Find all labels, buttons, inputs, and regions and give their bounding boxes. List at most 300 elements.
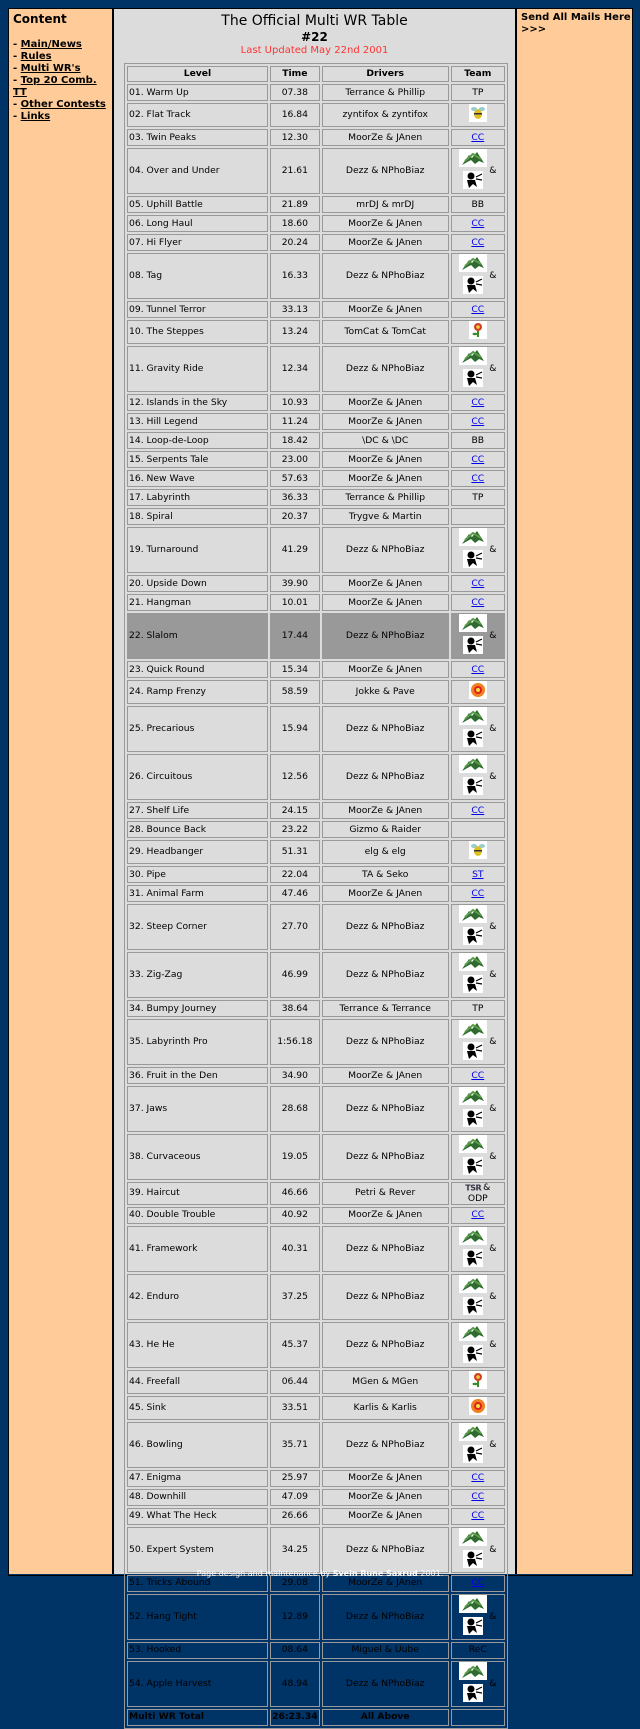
table-row	[127, 253, 505, 299]
level-cell: 03. Twin Peaks	[127, 129, 268, 146]
team-link[interactable]: CC	[471, 663, 485, 675]
level-cell: 49. What The Heck	[127, 1508, 268, 1525]
drivers-cell: MoorZe & JAnen	[322, 661, 449, 678]
drivers-cell: MoorZe & JAnen	[322, 594, 449, 611]
team-ampersand: &	[489, 165, 497, 176]
team-ampersand: &	[489, 1151, 497, 1162]
team-ampersand: &	[489, 723, 497, 734]
team-cell: TP	[451, 84, 505, 101]
drivers-cell: Dezz & NPhoBiaz	[322, 613, 449, 659]
drivers-cell: MoorZe & JAnen	[322, 215, 449, 232]
table-number: #22	[301, 30, 328, 44]
sidebar-link[interactable]: Top 20 Comb. TT	[13, 75, 97, 98]
time-cell: 23.22	[270, 821, 320, 838]
team-link[interactable]: CC	[471, 415, 485, 427]
table-row	[127, 148, 505, 194]
time-cell: 46.66	[270, 1182, 320, 1205]
sidebar-link[interactable]: Rules	[20, 51, 52, 62]
team-ampersand: &	[489, 1438, 497, 1450]
time-cell: 48.94	[270, 1661, 320, 1707]
time-cell: 12.30	[270, 129, 320, 146]
sidebar-item-main-news[interactable]: - Main/News	[13, 39, 82, 50]
drivers-cell: Jokke & Pave	[322, 680, 449, 704]
table-row	[127, 84, 505, 101]
drivers-cell: MoorZe & JAnen	[322, 129, 449, 146]
ninja-team-icon	[463, 1042, 483, 1064]
level-cell: 09. Tunnel Terror	[127, 301, 268, 318]
drivers-cell: Terrance & Terrance	[322, 1000, 449, 1017]
tsr-logo: TSR	[465, 1183, 482, 1193]
table-row	[127, 661, 505, 678]
team-cell	[451, 594, 505, 611]
drivers-cell: Terrance & Phillip	[322, 489, 449, 506]
drivers-cell: Terrance & Phillip	[322, 84, 449, 101]
table-row	[127, 196, 505, 213]
team-link[interactable]: CC	[471, 131, 485, 143]
leaf-team-icon	[459, 347, 487, 369]
team-ampersand: &	[489, 771, 497, 782]
time-cell: 58.59	[270, 680, 320, 704]
team-cell	[451, 661, 505, 678]
team-logos	[459, 1087, 487, 1131]
total-time: 26:23.34	[270, 1709, 320, 1726]
team-cell	[451, 527, 505, 573]
level-cell: 02. Flat Track	[127, 103, 268, 127]
table-row	[127, 320, 505, 344]
drivers-cell: Dezz & NPhoBiaz	[322, 706, 449, 752]
sidebar-link[interactable]: Multi WR's	[20, 63, 81, 74]
team-cell	[451, 320, 505, 344]
time-cell: 34.90	[270, 1067, 320, 1084]
team-link[interactable]: ST	[472, 868, 484, 880]
team-ampersand: &	[489, 544, 497, 555]
time-cell: 35.71	[270, 1422, 320, 1468]
sidebar-link[interactable]: Main/News	[20, 39, 82, 50]
right-sidebar	[517, 9, 632, 1574]
time-cell: 20.24	[270, 234, 320, 251]
sidebar-item-links[interactable]: - Links	[13, 111, 51, 122]
team-cell	[451, 1508, 505, 1525]
header-time: Time	[270, 66, 320, 82]
table-row	[127, 1067, 505, 1084]
team-cell	[451, 821, 505, 838]
ninja-team-icon	[463, 550, 483, 572]
team-logos	[459, 528, 487, 572]
team-cell: BB	[451, 196, 505, 213]
team-logos	[459, 1323, 487, 1367]
total-team	[451, 1709, 505, 1726]
team-cell	[451, 1134, 505, 1180]
level-cell: 08. Tag	[127, 253, 268, 299]
time-cell: 17.44	[270, 613, 320, 659]
team-cell	[451, 129, 505, 146]
ninja-team-icon	[463, 1249, 483, 1271]
drivers-cell: Dezz & NPhoBiaz	[322, 253, 449, 299]
table-row	[127, 952, 505, 998]
ninja-team-icon	[463, 1157, 483, 1179]
team-logos	[459, 905, 487, 949]
leaf-team-icon	[459, 1662, 487, 1684]
team-cell: TP	[451, 1000, 505, 1017]
table-row	[127, 575, 505, 592]
team-link[interactable]: CC	[471, 804, 485, 816]
drivers-cell: Dezz & NPhoBiaz	[322, 1086, 449, 1132]
drivers-cell: Trygve & Martin	[322, 508, 449, 525]
level-cell: 33. Zig-Zag	[127, 952, 268, 998]
team-cell	[451, 802, 505, 819]
level-cell: 47. Enigma	[127, 1470, 268, 1487]
team-ampersand: &	[489, 969, 497, 980]
table-row	[127, 1489, 505, 1506]
time-cell: 12.56	[270, 754, 320, 800]
team-logos	[459, 953, 487, 997]
drivers-cell: Dezz & NPhoBiaz	[322, 1422, 449, 1468]
leaf-team-icon	[459, 1323, 487, 1345]
leaf-team-icon	[459, 1135, 487, 1157]
team-cell: BB	[451, 432, 505, 449]
team-cell	[451, 1594, 505, 1640]
level-cell: 05. Uphill Battle	[127, 196, 268, 213]
time-cell: 16.33	[270, 253, 320, 299]
leaf-team-icon	[459, 149, 487, 171]
drivers-cell: MoorZe & JAnen	[322, 451, 449, 468]
team-cell	[451, 1226, 505, 1272]
level-cell: 45. Sink	[127, 1396, 268, 1420]
table-row	[127, 1470, 505, 1487]
level-cell: 01. Warm Up	[127, 84, 268, 101]
sidebar-link[interactable]: Other Contests	[20, 99, 106, 110]
time-cell: 27.70	[270, 904, 320, 950]
team-logos	[459, 1423, 487, 1467]
team-cell	[451, 1489, 505, 1506]
team-logos	[459, 707, 487, 751]
team-ampersand: &	[489, 1290, 497, 1302]
time-cell: 21.61	[270, 148, 320, 194]
time-cell: 40.92	[270, 1207, 320, 1224]
table-row	[127, 413, 505, 430]
team-cell	[451, 904, 505, 950]
team-link[interactable]: CC	[471, 1069, 485, 1081]
level-cell: 34. Bumpy Journey	[127, 1000, 268, 1017]
team-link[interactable]: CC	[471, 887, 485, 899]
time-cell: 08.64	[270, 1642, 320, 1659]
table-row	[127, 1000, 505, 1017]
ninja-team-icon	[463, 1345, 483, 1367]
team-link[interactable]: CC	[471, 236, 485, 248]
send-mails-label: Send All Mails Here	[521, 12, 631, 23]
total-label: Multi WR Total	[127, 1709, 268, 1726]
table-row	[127, 706, 505, 752]
time-cell: 16.84	[270, 103, 320, 127]
table-row	[127, 1207, 505, 1224]
ninja-team-icon	[463, 369, 483, 391]
drivers-cell: Dezz & NPhoBiaz	[322, 1322, 449, 1368]
drivers-cell: Dezz & NPhoBiaz	[322, 1019, 449, 1065]
level-cell: 19. Turnaround	[127, 527, 268, 573]
team-logos	[459, 254, 487, 298]
level-cell: 38. Curvaceous	[127, 1134, 268, 1180]
table-row	[127, 754, 505, 800]
team-link[interactable]: CC	[471, 303, 485, 315]
team-cell	[451, 885, 505, 902]
team-cell	[451, 234, 505, 251]
time-cell: 15.34	[270, 661, 320, 678]
level-cell: 53. Hooked	[127, 1642, 268, 1659]
sidebar-item-multi-wrs[interactable]: - Multi WR's	[13, 63, 81, 74]
level-cell: 24. Ramp Frenzy	[127, 680, 268, 704]
team-cell	[451, 346, 505, 392]
team-link[interactable]: CC	[471, 1491, 485, 1502]
drivers-cell: zyntifox & zyntifox	[322, 103, 449, 127]
drivers-cell: Dezz & NPhoBiaz	[322, 346, 449, 392]
table-row	[127, 215, 505, 232]
time-cell: 40.31	[270, 1226, 320, 1272]
footer-suffix: 2001.	[420, 1569, 444, 1578]
leaf-team-icon	[459, 1227, 487, 1249]
level-cell: 48. Downhill	[127, 1489, 268, 1506]
sidebar-item-rules[interactable]: - Rules	[13, 51, 52, 62]
time-cell: 36.33	[270, 489, 320, 506]
level-cell: 44. Freefall	[127, 1370, 268, 1394]
time-cell: 39.90	[270, 575, 320, 592]
team-ampersand: &	[489, 630, 497, 641]
flower-team-icon	[469, 321, 487, 343]
level-cell: 40. Double Trouble	[127, 1207, 268, 1224]
level-cell: 37. Jaws	[127, 1086, 268, 1132]
drivers-cell: \DC & \DC	[322, 432, 449, 449]
drivers-cell: MGen & MGen	[322, 1370, 449, 1394]
time-cell: 12.34	[270, 346, 320, 392]
level-cell: 16. New Wave	[127, 470, 268, 487]
drivers-cell: MoorZe & JAnen	[322, 301, 449, 318]
level-cell: 22. Slalom	[127, 613, 268, 659]
table-row	[127, 594, 505, 611]
leaf-team-icon	[459, 1528, 487, 1550]
sun-team-icon	[469, 1397, 487, 1419]
table-row	[127, 821, 505, 838]
drivers-cell: MoorZe & JAnen	[322, 1067, 449, 1084]
table-row	[127, 1182, 505, 1205]
team-ampersand: &	[489, 1677, 497, 1689]
team-ampersand: &	[489, 1543, 497, 1555]
drivers-cell: MoorZe & JAnen	[322, 1575, 449, 1592]
table-row	[127, 129, 505, 146]
time-cell: 57.63	[270, 470, 320, 487]
drivers-cell: TA & Seko	[322, 866, 449, 883]
sidebar-title: Content	[13, 12, 67, 26]
time-cell: 20.37	[270, 508, 320, 525]
table-row	[127, 840, 505, 864]
team-cell	[451, 1322, 505, 1368]
sun-team-icon	[469, 681, 487, 703]
team-cell	[451, 215, 505, 232]
level-cell: 28. Bounce Back	[127, 821, 268, 838]
drivers-cell: Dezz & NPhoBiaz	[322, 1527, 449, 1573]
level-cell: 27. Shelf Life	[127, 802, 268, 819]
time-cell: 15.94	[270, 706, 320, 752]
table-row	[127, 904, 505, 950]
drivers-cell: MoorZe & JAnen	[322, 1470, 449, 1487]
team-link[interactable]: CC	[471, 396, 485, 408]
drivers-cell: Dezz & NPhoBiaz	[322, 1661, 449, 1707]
footer-prefix: Page design and maintenance by	[196, 1569, 331, 1578]
team-cell	[451, 680, 505, 704]
time-cell: 18.60	[270, 215, 320, 232]
team-cell	[451, 706, 505, 752]
table-row	[127, 680, 505, 704]
drivers-cell: Dezz & NPhoBiaz	[322, 1594, 449, 1640]
table-row	[127, 1322, 505, 1368]
leaf-team-icon	[459, 614, 487, 636]
leaf-team-icon	[459, 1595, 487, 1617]
table-row	[127, 1508, 505, 1525]
time-cell: 06.44	[270, 1370, 320, 1394]
level-cell: 18. Spiral	[127, 508, 268, 525]
time-cell: 34.25	[270, 1527, 320, 1573]
drivers-cell: Dezz & NPhoBiaz	[322, 952, 449, 998]
level-cell: 25. Precarious	[127, 706, 268, 752]
team-ampersand: &	[489, 1610, 497, 1622]
team-cell	[451, 394, 505, 411]
time-cell: 07.38	[270, 84, 320, 101]
time-cell: 22.04	[270, 866, 320, 883]
level-cell: 07. Hi Flyer	[127, 234, 268, 251]
level-cell: 23. Quick Round	[127, 661, 268, 678]
table-row	[127, 1594, 505, 1640]
footer	[0, 1564, 640, 1586]
drivers-cell: MoorZe & JAnen	[322, 1207, 449, 1224]
team-cell: ReC	[451, 1642, 505, 1659]
table-row	[127, 451, 505, 468]
team-ampersand: &	[489, 270, 497, 281]
ninja-team-icon	[463, 1617, 483, 1639]
time-cell: 13.24	[270, 320, 320, 344]
level-cell: 39. Haircut	[127, 1182, 268, 1205]
drivers-cell: Dezz & NPhoBiaz	[322, 1226, 449, 1272]
table-row	[127, 527, 505, 573]
drivers-cell: Dezz & NPhoBiaz	[322, 1274, 449, 1320]
team-link[interactable]: CC	[471, 1510, 485, 1521]
team-link[interactable]: CC	[471, 472, 485, 484]
table-row	[127, 489, 505, 506]
team-link[interactable]: CC	[471, 1472, 485, 1483]
bee-team-icon	[469, 104, 487, 126]
level-cell: 41. Framework	[127, 1226, 268, 1272]
drivers-cell: Dezz & NPhoBiaz	[322, 904, 449, 950]
table-row	[127, 103, 505, 127]
time-cell: 10.93	[270, 394, 320, 411]
sidebar-item-other-contests[interactable]: - Other Contests	[13, 99, 106, 110]
team-cell: TP	[451, 489, 505, 506]
leaf-team-icon	[459, 905, 487, 927]
team-cell	[451, 1067, 505, 1084]
time-cell: 33.51	[270, 1396, 320, 1420]
team-link[interactable]: CC	[471, 217, 485, 229]
sidebar-item-top20[interactable]: - Top 20 Comb. TT	[13, 75, 97, 98]
level-cell: 42. Enduro	[127, 1274, 268, 1320]
table-row	[127, 1134, 505, 1180]
time-cell: 46.99	[270, 952, 320, 998]
level-cell: 31. Animal Farm	[127, 885, 268, 902]
team-logos	[459, 1275, 487, 1319]
level-cell: 14. Loop-de-Loop	[127, 432, 268, 449]
team-odp: ODP	[467, 1192, 488, 1204]
team-ampersand: &	[489, 363, 497, 374]
table-row	[127, 1019, 505, 1065]
team-link[interactable]: CC	[471, 1577, 485, 1588]
table-row	[127, 1661, 505, 1707]
table-row	[127, 470, 505, 487]
team-logos	[459, 614, 487, 658]
leaf-team-icon	[459, 1423, 487, 1445]
drivers-cell: MoorZe & JAnen	[322, 802, 449, 819]
leaf-team-icon	[459, 528, 487, 550]
ninja-team-icon	[463, 975, 483, 997]
time-cell: 19.05	[270, 1134, 320, 1180]
ninja-team-icon	[463, 1445, 483, 1467]
team-link[interactable]: CC	[471, 577, 485, 589]
time-cell: 51.31	[270, 840, 320, 864]
ninja-team-icon	[463, 636, 483, 658]
team-logos	[459, 149, 487, 193]
send-mails-link[interactable]: >>>	[521, 24, 547, 35]
level-cell: 13. Hill Legend	[127, 413, 268, 430]
sidebar-link[interactable]: Links	[20, 111, 51, 122]
time-cell: 47.09	[270, 1489, 320, 1506]
team-ampersand: &	[489, 1036, 497, 1047]
drivers-cell: Gizmo & Raider	[322, 821, 449, 838]
table-row	[127, 1226, 505, 1272]
time-cell: 23.00	[270, 451, 320, 468]
level-cell: 35. Labyrinth Pro	[127, 1019, 268, 1065]
team-cell	[451, 470, 505, 487]
ninja-team-icon	[463, 171, 483, 193]
time-cell: 45.37	[270, 1322, 320, 1368]
level-cell: 06. Long Haul	[127, 215, 268, 232]
table-row	[127, 1396, 505, 1420]
team-link[interactable]: CC	[471, 596, 485, 608]
footer-author: Svein Rune Saxrud	[332, 1569, 418, 1578]
ninja-team-icon	[463, 1109, 483, 1131]
send-mails-text	[521, 12, 632, 36]
drivers-cell: MoorZe & JAnen	[322, 1489, 449, 1506]
drivers-cell: Dezz & NPhoBiaz	[322, 1134, 449, 1180]
time-cell: 1:56.18	[270, 1019, 320, 1065]
team-cell	[451, 451, 505, 468]
team-cell	[451, 301, 505, 318]
level-cell: 30. Pipe	[127, 866, 268, 883]
drivers-cell: Miguel & Uube	[322, 1642, 449, 1659]
table-header-row	[127, 66, 505, 82]
time-cell: 28.68	[270, 1086, 320, 1132]
level-cell: 17. Labyrinth	[127, 489, 268, 506]
time-cell: 12.89	[270, 1594, 320, 1640]
team-link[interactable]: CC	[471, 1209, 485, 1220]
team-ampersand: &	[489, 921, 497, 932]
table-body	[127, 84, 505, 1726]
team-link[interactable]: CC	[471, 453, 485, 465]
team-cell	[451, 1661, 505, 1707]
team-cell	[451, 413, 505, 430]
leaf-team-icon	[459, 953, 487, 975]
time-cell: 26.66	[270, 1508, 320, 1525]
wr-table	[124, 63, 508, 1729]
drivers-cell: Dezz & NPhoBiaz	[322, 527, 449, 573]
level-cell: 11. Gravity Ride	[127, 346, 268, 392]
level-cell: 29. Headbanger	[127, 840, 268, 864]
last-updated: Last Updated May 22nd 2001	[240, 45, 389, 56]
drivers-cell: elg & elg	[322, 840, 449, 864]
